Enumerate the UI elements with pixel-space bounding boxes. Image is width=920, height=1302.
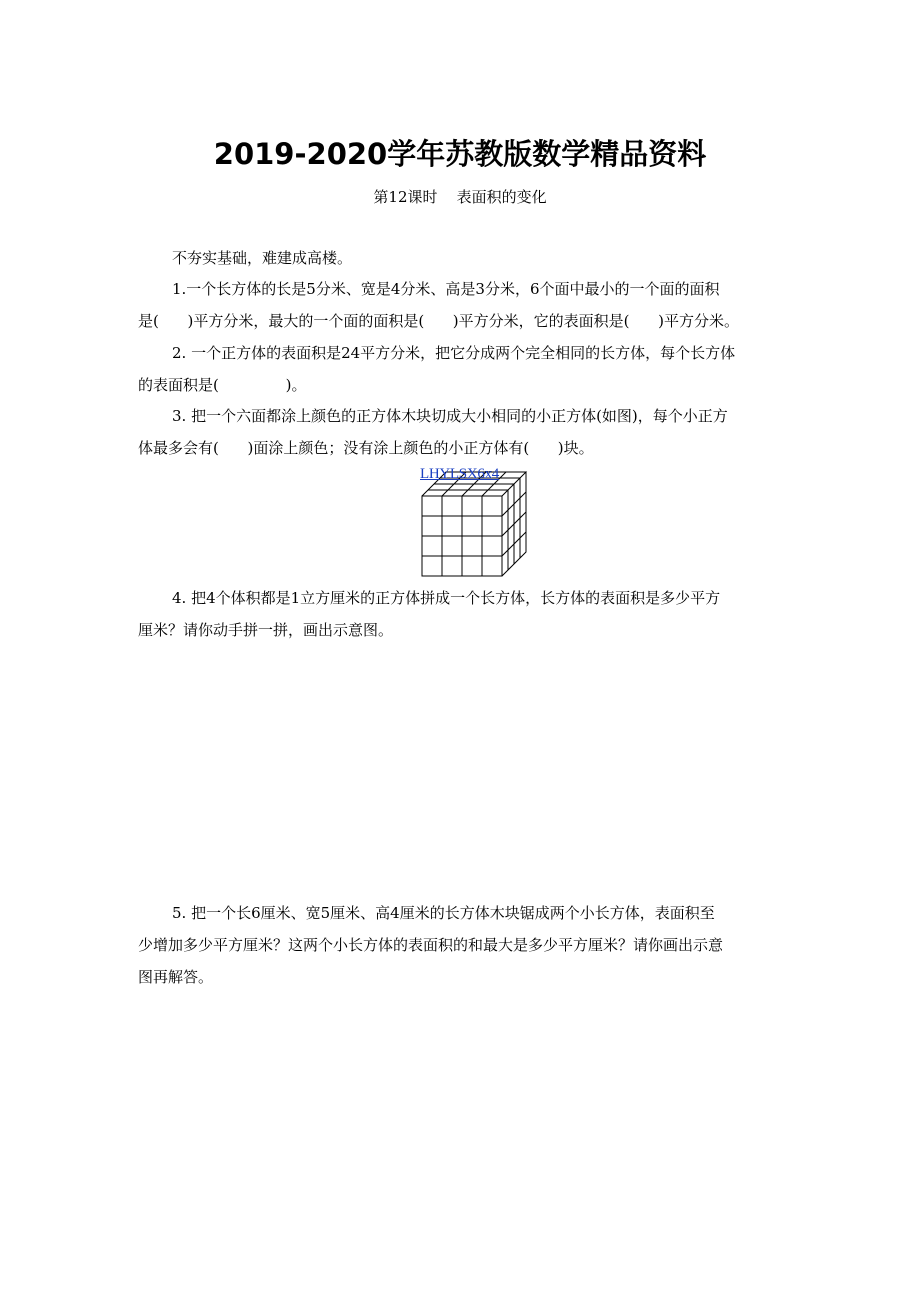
question-4: [138, 582, 783, 646]
figure-label: LHYLSX6x4: [420, 466, 499, 482]
question-4-line-2: 厘米？请你动手拼一拼，画出示意图。: [138, 621, 394, 639]
question-3-line-2: 体最多会有( )面涂上颜色；没有涂上颜色的小正方体有( )块。: [138, 439, 594, 457]
question-5-line-3: 图再解答。: [138, 968, 214, 986]
question-2-line-1: 2. 一个正方体的表面积是24平方分米，把它分成两个完全相同的长方体，每个长方体: [172, 344, 736, 362]
question-3: [138, 400, 783, 464]
question-2: [138, 337, 783, 401]
question-5-line-2: 少增加多少平方厘米？这两个小长方体的表面积的和最大是多少平方厘米？请你画出示意: [138, 936, 724, 954]
cube-figure: [418, 468, 530, 580]
question-5: [138, 897, 783, 993]
question-1-line-2: 是( )平方分米，最大的一个面的面积是( )平方分米，它的表面积是( )平方分米。: [138, 312, 739, 330]
question-1: [138, 273, 783, 337]
question-1-line-1: 1.一个长方体的长是5分米、宽是4分米、高是3分米，6个面中最小的一个面的面积: [172, 280, 720, 298]
intro-text: [138, 242, 783, 274]
question-2-line-2: 的表面积是( )。: [138, 376, 307, 394]
question-4-line-1: 4. 把4个体积都是1立方厘米的正方体拼成一个长方体，长方体的表面积是多少平方: [172, 589, 721, 607]
question-3-line-1: 3. 把一个六面都涂上颜色的正方体木块切成大小相同的小正方体(如图)，每个小正方: [172, 407, 728, 425]
intro-line: 不夯实基础，难建成高楼。: [172, 249, 353, 267]
cube-grid-drawing: [418, 468, 530, 580]
page-title: 2019-2020学年苏教版数学精品资料: [213, 137, 707, 171]
question-5-line-1: 5. 把一个长6厘米、宽5厘米、高4厘米的长方体木块锯成两个小长方体，表面积至: [172, 904, 715, 922]
lesson-subtitle: 第12课时 表面积的变化: [373, 188, 547, 206]
